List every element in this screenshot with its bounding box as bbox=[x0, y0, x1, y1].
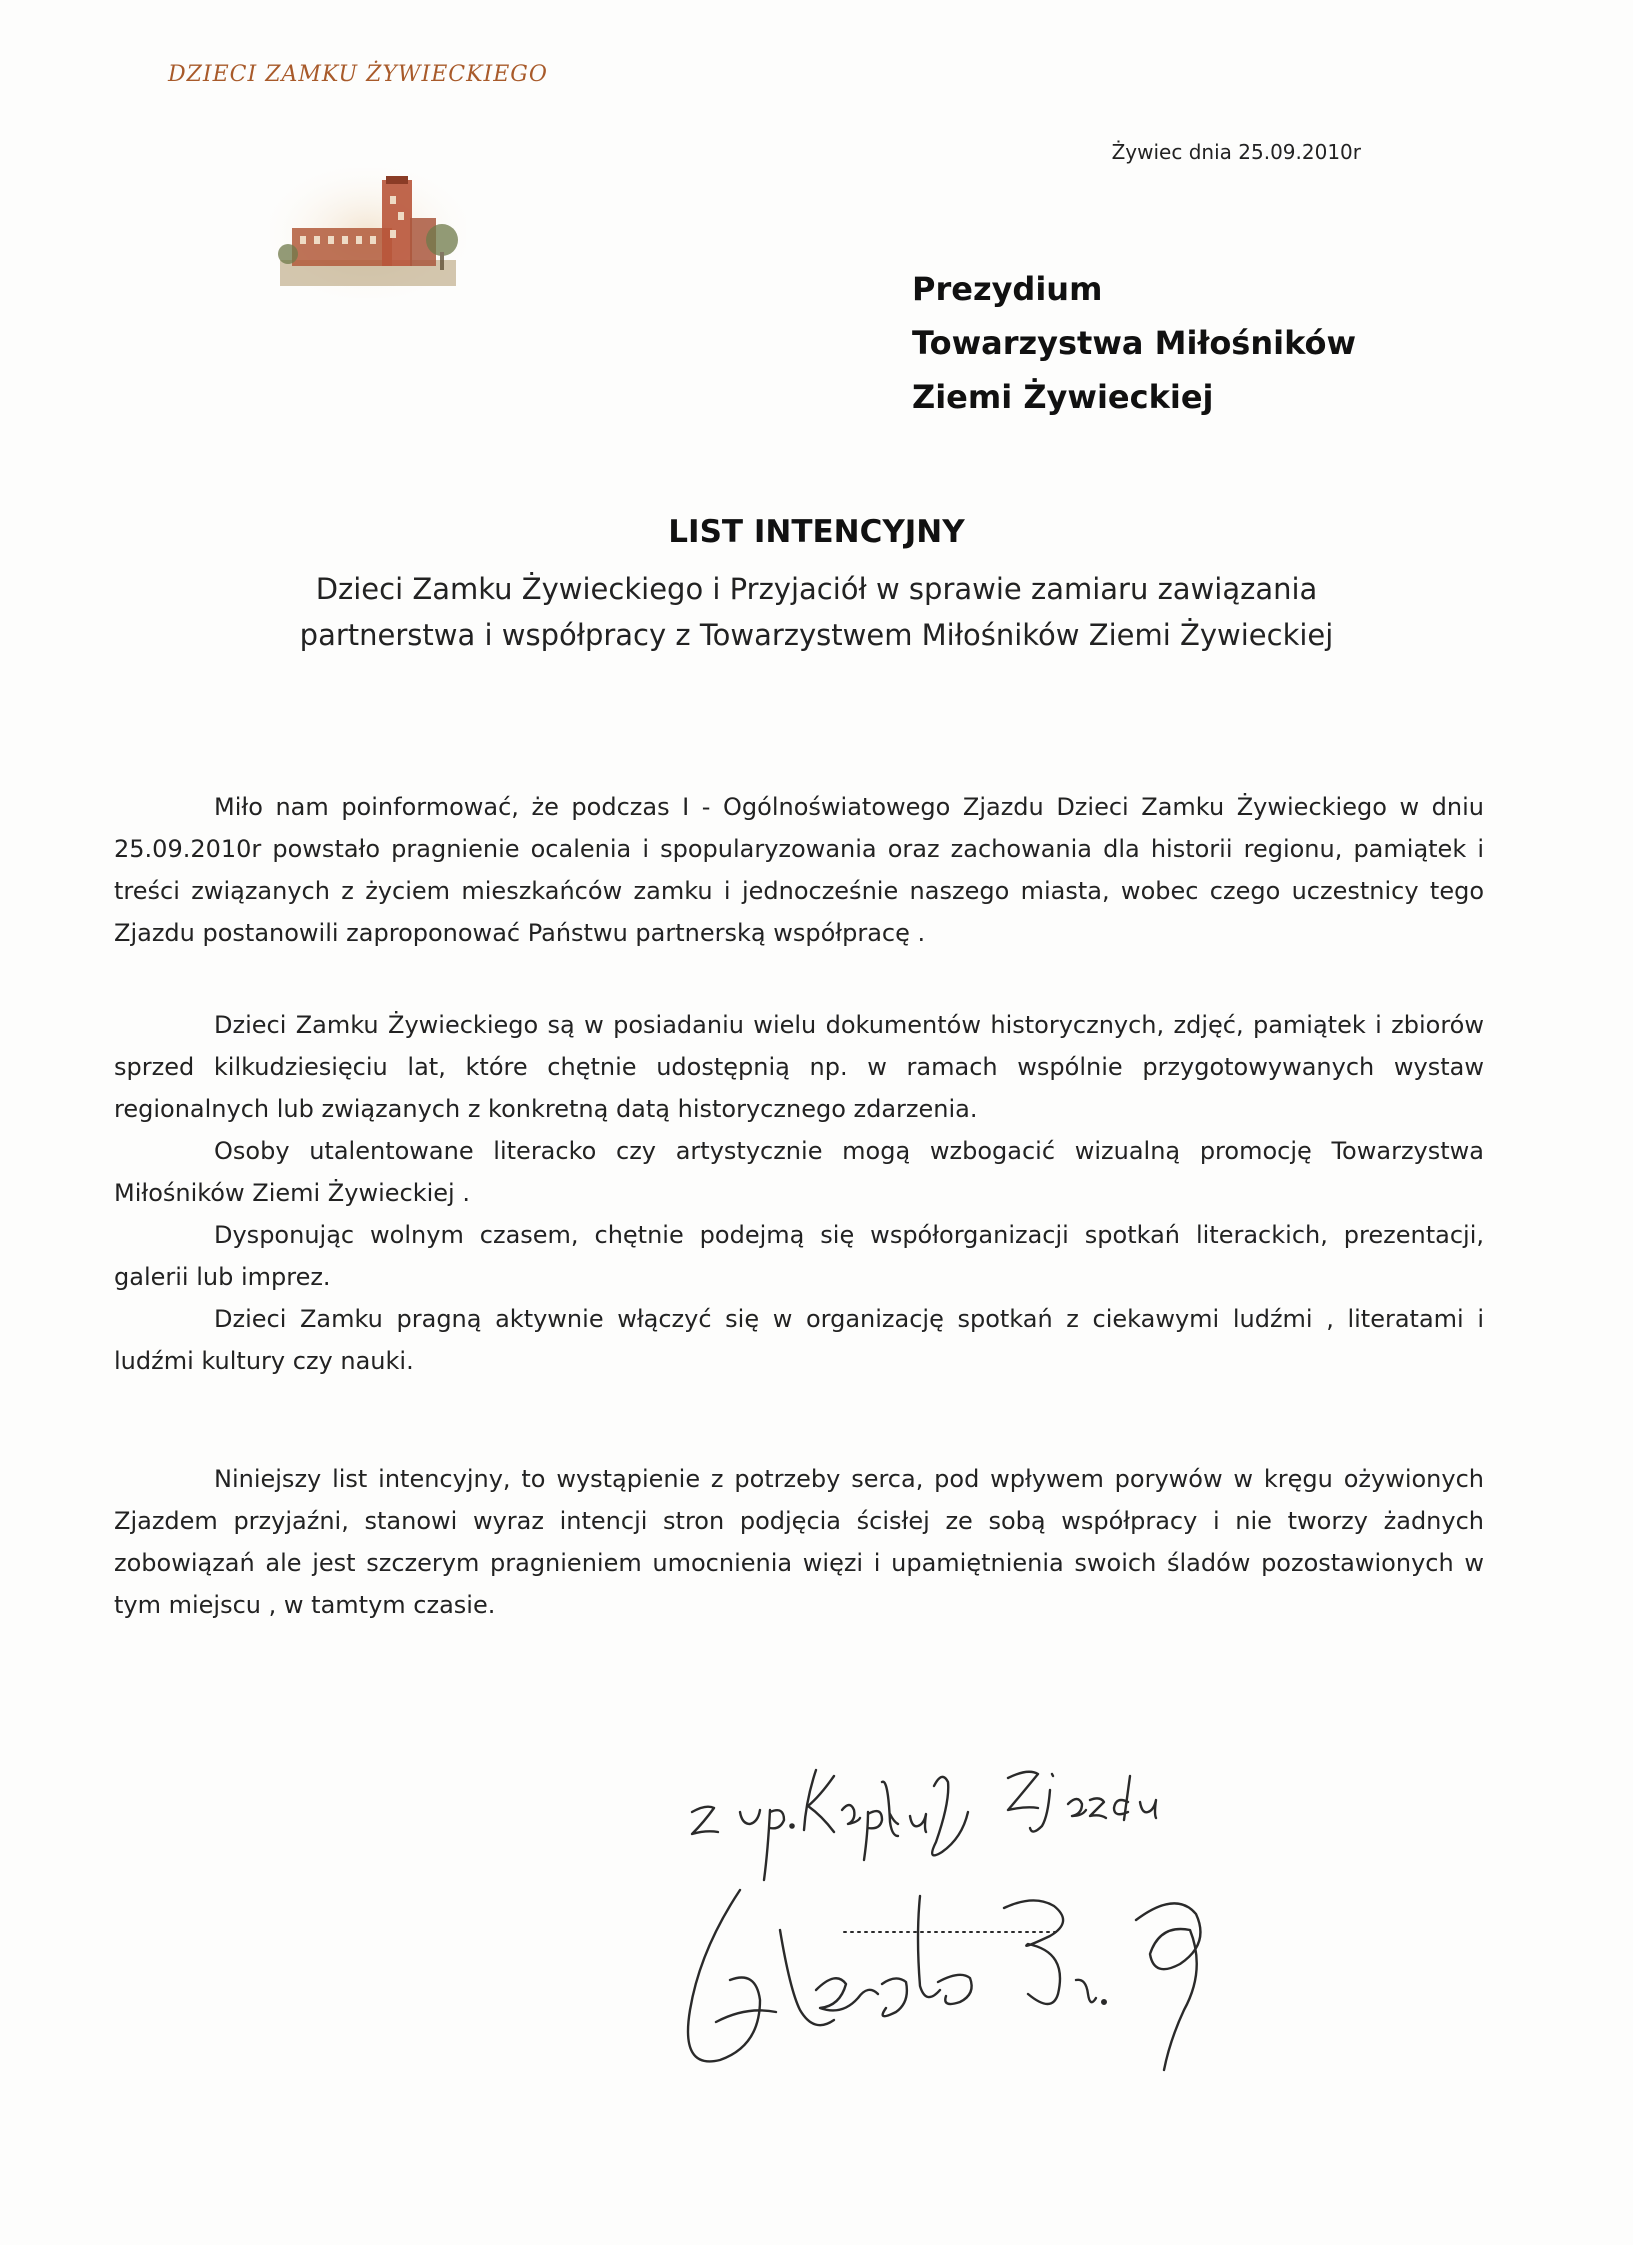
paragraph: Dzieci Zamku pragną aktywnie włączyć się w organizację spotkań z ciekawymi ludźmi , literatami i ludźmi kultury czy nauki. bbox=[114, 1305, 1484, 1375]
recipient-line-2: Towarzystwa Miłośników bbox=[912, 324, 1357, 362]
recipient-line-1: Prezydium bbox=[912, 270, 1103, 308]
castle-picture bbox=[270, 168, 466, 298]
body-section-1 bbox=[114, 786, 1484, 954]
date-line: Żywiec dnia 25.09.2010r bbox=[1111, 140, 1361, 164]
paragraph: Dysponując wolnym czasem, chętnie podejmą się współorganizacji spotkań literackich, prezentacji, galerii lub imprez. bbox=[114, 1221, 1484, 1291]
organization-header: DZIECI ZAMKU ŻYWIECKIEGO bbox=[168, 62, 548, 87]
subtitle-line-1: Dzieci Zamku Żywieckiego i Przyjaciół w sprawie zamiaru zawiązania bbox=[315, 572, 1318, 606]
paragraph: Miło nam poinformować, że podczas I - Ogólnoświatowego Zjazdu Dzieci Zamku Żywieckiego w dniu 25.09.2010r powstało pragnienie ocalenia i spopularyzowania oraz zachowania dla historii regionu, pamiątek i treści związanych z życiem mieszkańców zamku i jednocześnie naszego miasta, wobec czego uczestnicy tego Zjazdu postanowili zaproponować Państwu partnerską współpracę . bbox=[114, 793, 1484, 947]
letter-subtitle bbox=[200, 566, 1433, 658]
paragraph: Dzieci Zamku Żywieckiego są w posiadaniu wielu dokumentów historycznych, zdjęć, pamiątek i zbiorów sprzed kilkudziesięciu lat, które chętnie udostępnią np. w ramach wspólnie przygotowywanych wystaw regionalnych lub związanych z konkretną datą historycznego zdarzenia. bbox=[114, 1011, 1484, 1123]
body-section-3 bbox=[114, 1458, 1484, 1626]
recipient-line-3: Ziemi Żywieckiej bbox=[912, 378, 1214, 416]
paragraph: Niniejszy list intencyjny, to wystąpienie z potrzeby serca, pod wpływem porywów w kręgu ożywionych Zjazdem przyjaźni, stanowi wyraz intencji stron podjęcia ścisłej ze sobą współpracy i nie tworzy żadnych zobowiązań ale jest szczerym pragnieniem umocnienia więzi i upamiętnienia swoich śladów pozostawionych w tym miejscu , w tamtym czasie. bbox=[114, 1465, 1484, 1619]
letter-title: LIST INTENCYJNY bbox=[668, 514, 965, 550]
handwritten-signature bbox=[620, 1720, 1240, 2100]
recipient-block bbox=[912, 262, 1356, 424]
body-section-2 bbox=[114, 1004, 1484, 1382]
paragraph: Osoby utalentowane literacko czy artystycznie mogą wzbogacić wizualną promocję Towarzystwa Miłośników Ziemi Żywieckiej . bbox=[114, 1137, 1484, 1207]
subtitle-line-2: partnerstwa i współpracy z Towarzystwem Miłośników Ziemi Żywieckiej bbox=[299, 618, 1334, 652]
